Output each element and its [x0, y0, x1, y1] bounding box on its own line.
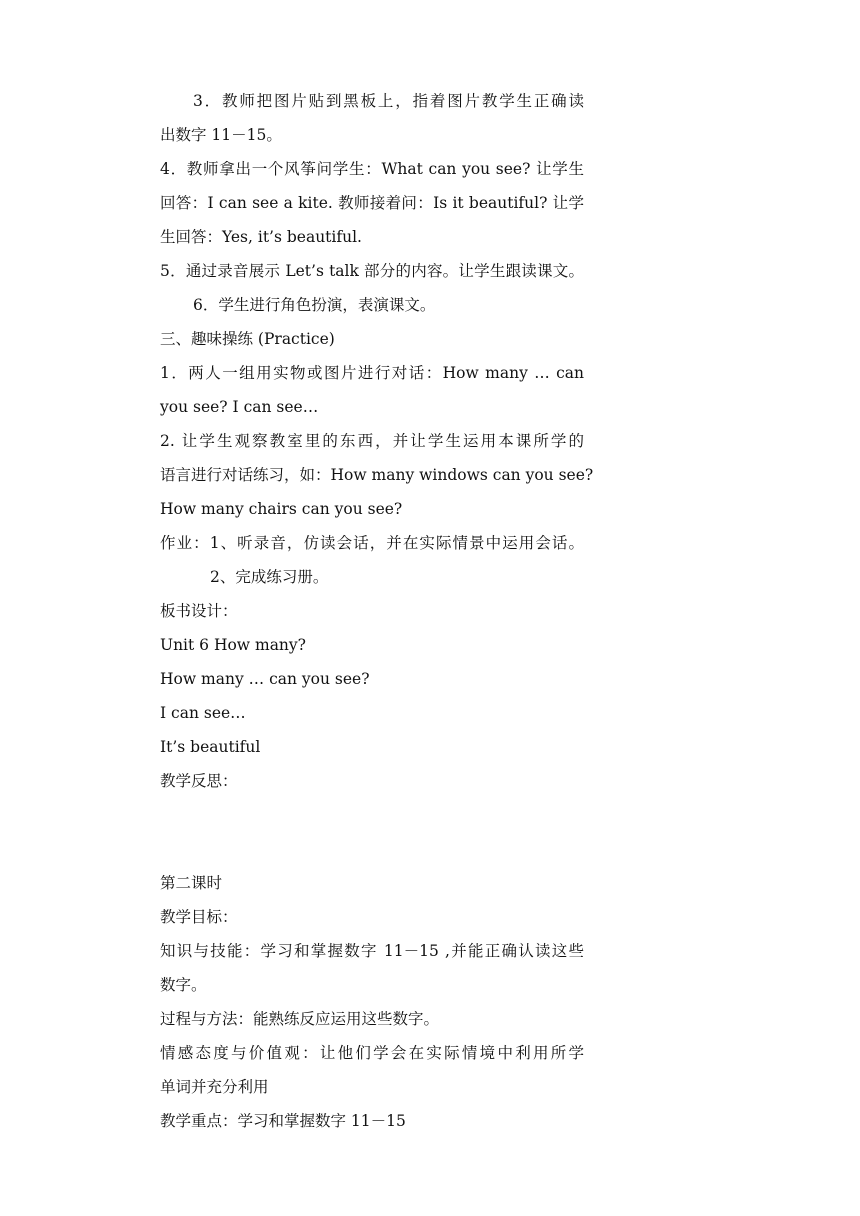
objectives-heading: 教学目标：	[160, 908, 238, 926]
blank-space	[160, 832, 584, 866]
step-3-line-2: 出数字 11－15。	[160, 126, 282, 144]
step-5-line: 5．通过录音展示 Let’s talk 部分的内容。让学生跟读课文。	[160, 262, 584, 280]
step-4-line-3: 生回答：Yes, it’s beautiful.	[160, 228, 362, 246]
practice-2-line-2: 语言进行对话练习，如：How many windows can you see?	[160, 466, 594, 484]
practice-1-line-2: you see? I can see…	[160, 398, 319, 416]
board-line-4: It’s beautiful	[160, 738, 261, 756]
blank-space	[160, 798, 584, 832]
objective-process: 过程与方法：能熟练反应运用这些数字。	[160, 1010, 440, 1028]
objective-attitude-line-2: 单词并充分利用	[160, 1078, 269, 1096]
section-practice-heading: 三、趣味操练 (Practice)	[160, 330, 335, 348]
board-design-heading: 板书设计：	[160, 602, 238, 620]
board-line-1: Unit 6 How many?	[160, 636, 306, 654]
reflection-heading: 教学反思：	[160, 772, 238, 790]
board-line-3: I can see…	[160, 704, 246, 722]
step-4-line-1: 4．教师拿出一个风筝问学生：What can you see? 让学生	[160, 160, 584, 178]
step-3-line-1: 3．教师把图片贴到黑板上，指着图片教学生正确读	[193, 92, 584, 110]
homework-line-1: 作业：1、听录音，仿读会话，并在实际情景中运用会话。	[160, 534, 584, 552]
lesson-2-heading: 第二课时	[160, 874, 223, 892]
practice-2-line-3: How many chairs can you see?	[160, 500, 403, 518]
teaching-focus: 教学重点：学习和掌握数字 11－15	[160, 1112, 406, 1130]
objective-knowledge-line-2: 数字。	[160, 976, 207, 994]
homework-line-2: 2、完成练习册。	[210, 568, 329, 586]
practice-2-line-1: 2. 让学生观察教室里的东西，并让学生运用本课所学的	[160, 432, 584, 450]
objective-knowledge-line-1: 知识与技能：学习和掌握数字 11－15 ,并能正确认读这些	[160, 942, 584, 960]
practice-1-line-1: 1．两人一组用实物或图片进行对话：How many … can	[160, 364, 584, 382]
step-4-line-2: 回答：I can see a kite. 教师接着问：Is it beautiful? 让学	[160, 194, 584, 212]
board-line-2: How many … can you see?	[160, 670, 370, 688]
step-6-line: 6．学生进行角色扮演，表演课文。	[193, 296, 436, 314]
document-body	[160, 84, 594, 1138]
objective-attitude-line-1: 情感态度与价值观：让他们学会在实际情境中利用所学	[160, 1044, 584, 1062]
